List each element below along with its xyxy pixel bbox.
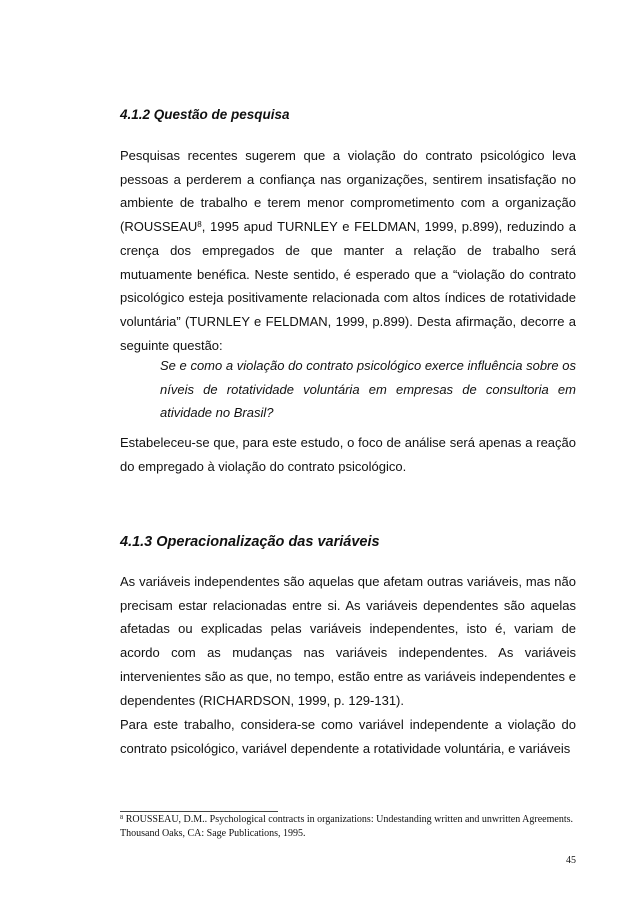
footnote-number: 8 (120, 814, 124, 821)
paragraph-variables-definition: As variáveis independentes são aquelas que afetam outras variáveis, mas não precisam estar relacionadas entre si. As variáveis dependentes são aquelas afetadas ou explicadas pelas variáveis independentes, isto é, variam de acordo com as mudanças nas variáveis independentes. As variáveis intervenientes são as que, no tempo, estão entre as variáveis independentes e dependentes (RICHARDSON, 1999, p. 129-131). (120, 574, 576, 708)
paragraph-research-context (120, 144, 576, 357)
section-heading-research-question: 4.1.2 Questão de pesquisa (120, 107, 290, 122)
page-number: 45 (566, 855, 576, 866)
paragraph-variables-in-this-work: Para este trabalho, considera-se como variável independente a violação do contrato psicológico, variável dependente a rotatividade voluntária, e variáveis (120, 717, 576, 756)
research-question-quote: Se e como a violação do contrato psicológico exerce influência sobre os níveis de rotatividade voluntária em empresas de consultoria em atividade no Brasil? (160, 358, 576, 421)
paragraph-text-part-1: Pesquisas recentes sugerem que a violação do contrato psicológico leva pessoas a perderem a confiança nas organizações, sentirem insatisfação no ambiente de trabalho e terem menor comprometimento com a organização (ROUSSEAU (120, 148, 576, 235)
footnote (120, 813, 580, 840)
paragraph-text-part-2: , 1995 apud TURNLEY e FELDMAN, 1999, p.899), reduzindo a crença dos empregados de que manter a relação de trabalho será mutuamente benéfica. Neste sentido, é esperado que a “violação do contrato psicológico esteja positivamente relacionada com altos índices de rotatividade voluntária” (TURNLEY e FELDMAN, 1999, p.899). Desta afirmação, decorre a seguinte questão: (120, 219, 576, 353)
paragraph-analysis-focus: Estabeleceu-se que, para este estudo, o foco de análise será apenas a reação do empregado à violação do contrato psicológico. (120, 435, 576, 474)
footnote-reference: 8 (197, 220, 202, 230)
footnote-divider (120, 811, 278, 812)
footnote-text: ROUSSEAU, D.M.. Psychological contracts in organizations: Undestanding written and unwritten Agreements. Thousand Oaks, CA: Sage Publications, 1995. (120, 814, 573, 839)
section-heading-variables: 4.1.3 Operacionalização das variáveis (120, 534, 380, 550)
